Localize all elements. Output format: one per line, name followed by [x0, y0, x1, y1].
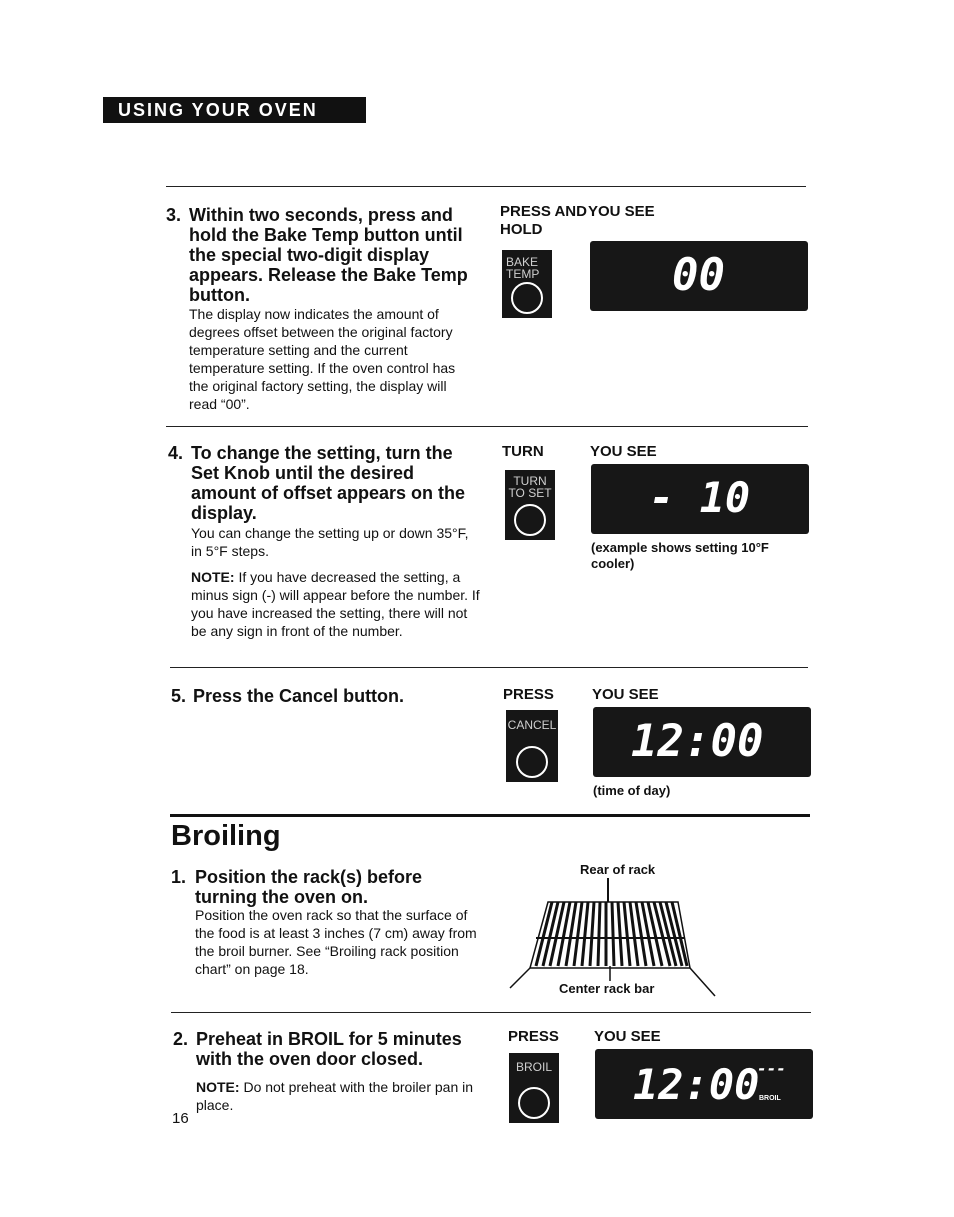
note-label: NOTE: [196, 1079, 240, 1095]
action-label: TURN [502, 443, 544, 460]
you-see-label: YOU SEE [594, 1028, 661, 1045]
display-readout: 12:00 [631, 716, 764, 767]
step-title: Press the Cancel button. [193, 686, 405, 706]
cancel-button[interactable] [506, 710, 558, 782]
display-readout: - 10 [649, 473, 751, 522]
note-text: Do not preheat with the broiler pan in place. [196, 1079, 474, 1113]
button-label: CANCEL [507, 718, 557, 732]
step-title: Position the rack(s) before turning the oven on. [195, 867, 423, 907]
step-number: 2. [173, 1029, 189, 1049]
oven-display [593, 707, 811, 777]
step-body: The display now indicates the amount of degrees offset between the original factory temperature setting and the current temperature setting. If the oven control has the original factory setting, the display will read “00”. [189, 306, 456, 412]
step-title: Within two seconds, press and hold the Bake Temp button until the special two-digit display appears. Release the Bake Temp button. [189, 205, 468, 305]
section-banner: USING YOUR OVEN [103, 97, 366, 123]
step-body: Position the oven rack so that the surface of the food is at least 3 inches (7 cm) away from the broil burner. See “Broiling rack position chart” on page 18. [195, 907, 477, 977]
section-divider [170, 814, 810, 817]
broil-button[interactable] [509, 1053, 559, 1123]
divider [166, 186, 806, 187]
bake-temp-button[interactable] [502, 250, 552, 318]
section-heading: Broiling [171, 820, 281, 852]
display-caption: (time of day) [593, 783, 671, 798]
button-label: TURN TO SET [508, 474, 552, 500]
display-broil-tag: BROIL [759, 1095, 781, 1102]
you-see-label: YOU SEE [592, 686, 659, 703]
step-number: 5. [171, 686, 187, 706]
step-body: You can change the setting up or down 35°F, in 5°F steps. [191, 525, 469, 559]
you-see-label: YOU SEE [588, 203, 655, 220]
display-caption: (example shows setting 10°F cooler) [591, 540, 769, 571]
rack-label-rear: Rear of rack [580, 862, 656, 877]
display-dashes: --- [757, 1059, 786, 1078]
step-number: 1. [171, 867, 187, 887]
button-circle-icon [514, 504, 546, 536]
note-text: If you have decreased the setting, a minus sign (-) will appear before the number. If you have increased the setting, there will not be any sign in front of the number. [191, 569, 480, 639]
oven-display [591, 464, 809, 534]
button-label: BAKE TEMP [506, 255, 540, 281]
divider [171, 1012, 811, 1013]
turn-to-set-button[interactable] [505, 470, 555, 540]
note-label: NOTE: [191, 569, 235, 585]
step-title: Preheat in BROIL for 5 minutes with the oven door closed. [196, 1029, 462, 1069]
display-readout: 12:00 [633, 1060, 760, 1109]
step-note [196, 1078, 481, 1114]
oven-display [590, 241, 808, 311]
oven-display [595, 1049, 813, 1119]
button-label: BROIL [515, 1060, 552, 1074]
button-circle-icon [518, 1087, 550, 1119]
display-readout: 00 [672, 250, 725, 301]
button-circle-icon [511, 282, 543, 314]
step-title: To change the setting, turn the Set Knob until the desired amount of offset appears on the display. [191, 443, 466, 523]
action-label: PRESS [503, 686, 554, 703]
page-number: 16 [172, 1110, 189, 1127]
action-label: PRESS AND HOLD [500, 203, 587, 238]
you-see-label: YOU SEE [590, 443, 657, 460]
rack-label-center: Center rack bar [559, 981, 655, 996]
divider [170, 667, 808, 668]
step-note [191, 568, 481, 640]
step-number: 3. [166, 205, 182, 225]
action-label: PRESS [508, 1028, 559, 1045]
step-number: 4. [168, 443, 184, 463]
button-circle-icon [516, 746, 548, 778]
divider [166, 426, 808, 427]
